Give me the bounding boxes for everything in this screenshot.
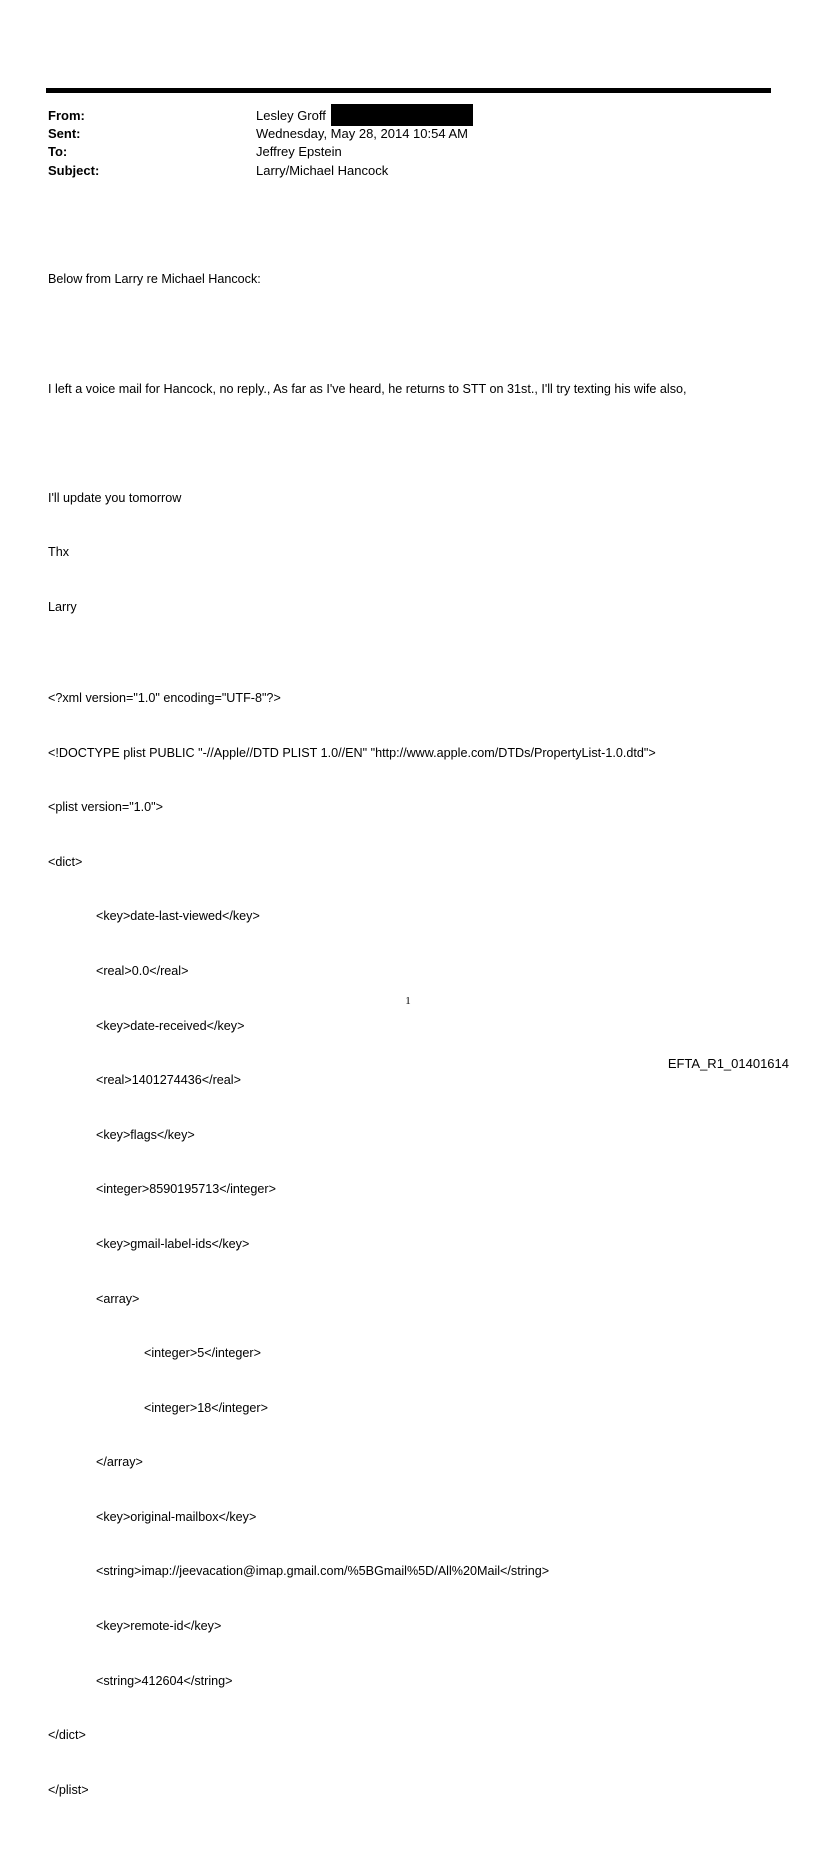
xml-plist-block xyxy=(48,653,687,1836)
xml-line: <!DOCTYPE plist PUBLIC "-//Apple//DTD PLIST 1.0//EN" "http://www.apple.com/DTDs/PropertyList-1.0.dtd"> xyxy=(48,745,656,760)
xml-line: <key>date-received</key> xyxy=(96,1018,245,1033)
update-line: I'll update you tomorrow xyxy=(48,490,182,505)
xml-line: <string>412604</string> xyxy=(96,1673,233,1688)
to-label: To: xyxy=(48,144,68,160)
subject-label: Subject: xyxy=(48,162,100,178)
from-value xyxy=(256,107,473,126)
xml-line: </dict> xyxy=(48,1728,86,1743)
xml-line: <real>0.0</real> xyxy=(96,963,189,978)
sent-label: Sent: xyxy=(48,126,81,142)
xml-line: <key>original-mailbox</key> xyxy=(96,1509,257,1524)
xml-line: <key>remote-id</key> xyxy=(96,1619,222,1634)
xml-line: <plist version="1.0"> xyxy=(48,800,164,815)
sent-value: Wednesday, May 28, 2014 10:54 AM xyxy=(256,126,468,142)
xml-line: <dict> xyxy=(48,854,83,869)
xml-line: <string>imap://jeevacation@imap.gmail.com/%5BGmail%5D/All%20Mail</string> xyxy=(96,1564,550,1579)
xml-line: <key>gmail-label-ids</key> xyxy=(96,1236,250,1251)
xml-line: <real>1401274436</real> xyxy=(96,1073,241,1088)
xml-line: </array> xyxy=(96,1455,143,1470)
message-line: I left a voice mail for Hancock, no reply., As far as I've heard, he returns to STT on 31st., I'll try texting his wife also, xyxy=(48,381,687,396)
from-name: Lesley Groff xyxy=(256,108,326,123)
xml-line: <integer>8590195713</integer> xyxy=(96,1182,276,1197)
page-number: 1 xyxy=(405,995,411,1007)
document-id: EFTA_R1_01401614 xyxy=(667,1056,789,1071)
email-body xyxy=(48,234,687,1854)
from-label: From: xyxy=(48,108,85,123)
xml-line: <key>date-last-viewed</key> xyxy=(96,909,260,924)
thx-line: Thx xyxy=(48,545,69,560)
signature-line: Larry xyxy=(48,599,77,614)
to-value: Jeffrey Epstein xyxy=(256,144,342,160)
xml-line: <integer>5</integer> xyxy=(144,1346,261,1361)
xml-line: <key>flags</key> xyxy=(96,1127,195,1142)
xml-line: <array> xyxy=(96,1291,140,1306)
xml-line: </plist> xyxy=(48,1782,89,1797)
xml-line: <integer>18</integer> xyxy=(144,1400,268,1415)
subject-value: Larry/Michael Hancock xyxy=(256,162,389,178)
xml-line: <?xml version="1.0" encoding="UTF-8"?> xyxy=(48,690,281,705)
redaction-box xyxy=(331,104,473,126)
header-divider xyxy=(46,88,771,93)
intro-line: Below from Larry re Michael Hancock: xyxy=(48,272,261,287)
